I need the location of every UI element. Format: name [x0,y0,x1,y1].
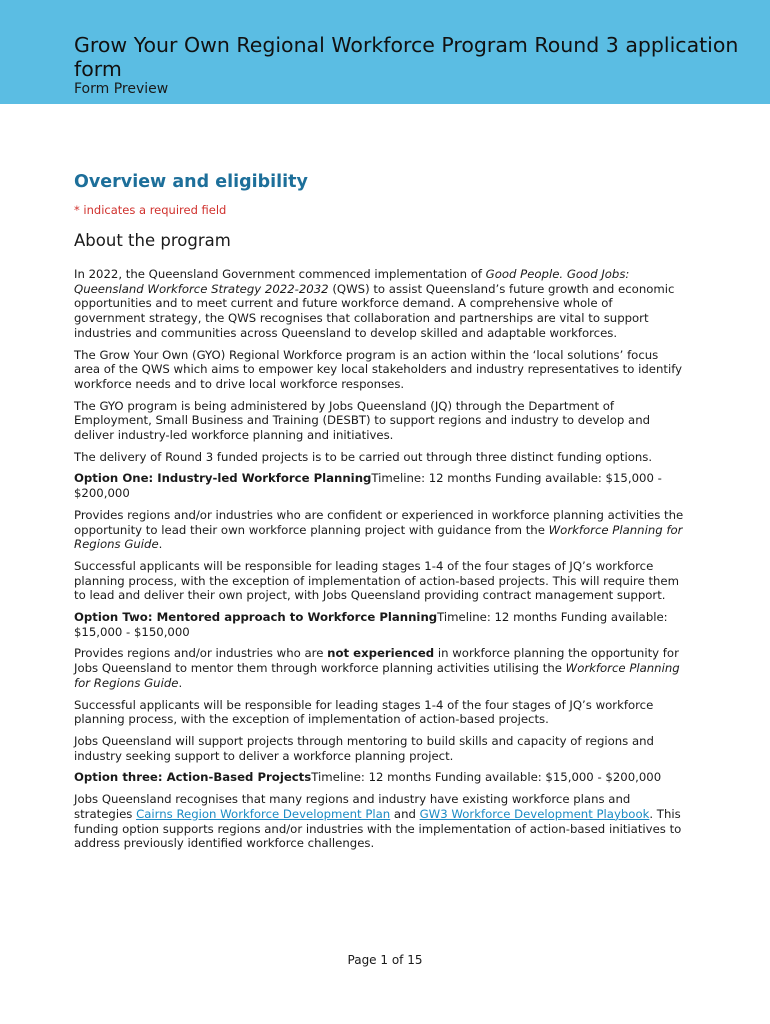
option-title: Option One: Industry-led Workforce Planning [74,471,372,486]
paragraph-administration: The GYO program is being administered by Jobs Queensland (JQ) through the Department of Employment, Small Business and Training (DESBT) to support regions and industry to develop and deliver industry-led workforce planning and initiatives. [74,398,651,443]
main-content [74,170,686,858]
option-two-paragraph-2: Successful applicants will be responsible for leading stages 1-4 of the four stages of JQ’s workforce planning process, with the exception of implementation of action-based projects. [74,697,654,727]
option-three-heading [74,770,686,785]
text: . [158,537,163,552]
paragraph-gyo: The Grow Your Own (GYO) Regional Workforce program is an action within the ‘local solutions’ focus area of the QWS which aims to empower key local stakeholders and industry representatives to identify workforce needs and to drive local workforce responses. [74,347,683,391]
option-one-paragraph-1 [74,508,686,552]
option-one-heading [74,471,686,500]
option-meta: Timeline: 12 months Funding available: $15,000 - $200,000 [311,770,662,785]
text: Provides regions and/or industries who are [74,646,328,661]
text: (QWS) to assist Queensland’s future growth and economic opportunities and to meet current and future workforce demand. A comprehensive whole of government strategy, the QWS recognises that collaboration and partnerships are vital to support industries and communities across Queensland to develop skilled and adaptable workforces. [74,281,675,340]
strategy-title: Good People. Good Jobs: Queensland Workforce Strategy 2022-2032 [74,267,630,296]
option-title: Option three: Action-Based Projects [74,770,312,785]
cairns-plan-link[interactable]: Cairns Region Workforce Development Plan [136,806,391,821]
section-title: Overview and eligibility [74,172,308,192]
form-subtitle: Form Preview [74,81,169,97]
page-number: Page 1 of 15 [347,953,423,967]
option-three-paragraph-1 [74,792,686,851]
guide-title: Workforce Planning for Regions Guide [74,522,683,552]
option-two-paragraph-1 [74,646,686,690]
option-two-heading [74,610,686,639]
about-program-heading: About the program [74,231,231,250]
text: Jobs Queensland recognises that many regions and industry have existing workforce plans and strategies [74,792,631,821]
required-field-note: * indicates a required field [74,203,227,217]
option-meta: Timeline: 12 months Funding available: $15,000 - $150,000 [74,610,668,639]
text: Provides regions and/or industries who are confident or experienced in workforce planning activities the opportunity to lead their own workforce planning project with guidance from the [74,507,684,537]
option-one-paragraph-2: Successful applicants will be responsible for leading stages 1-4 of the four stages of JQ’s workforce planning process, with the exception of implementation of action-based projects. This will require them to lead and deliver their own project, with Jobs Queensland providing contract management support. [74,558,680,603]
option-title: Option Two: Mentored approach to Workforce Planning [74,610,438,625]
text: and [390,806,420,821]
header-banner [0,0,770,104]
option-meta: Timeline: 12 months Funding available: $15,000 - $200,000 [74,471,662,501]
paragraph-intro [74,267,686,341]
option-two-paragraph-3: Jobs Queensland will support projects through mentoring to build skills and capacity of regions and industry seeking support to deliver a workforce planning project. [74,733,654,763]
gw3-playbook-link[interactable]: GW3 Workforce Development Playbook [419,806,650,821]
paragraph-delivery: The delivery of Round 3 funded projects is to be carried out through three distinct funding options. [74,449,653,464]
text: . This funding option supports regions and/or industries with the implementation of action-based initiatives to address previously identified workforce challenges. [74,806,682,851]
text: . [178,675,183,690]
emphasis: not experienced [327,646,435,661]
text: in workforce planning the opportunity for Jobs Queensland to mentor them through workforce planning activities utilising the [74,646,679,676]
form-title: Grow Your Own Regional Workforce Program Round 3 application form [74,33,739,81]
guide-title: Workforce Planning for Regions Guide [74,661,680,690]
text: In 2022, the Queensland Government commenced implementation of [74,267,486,281]
